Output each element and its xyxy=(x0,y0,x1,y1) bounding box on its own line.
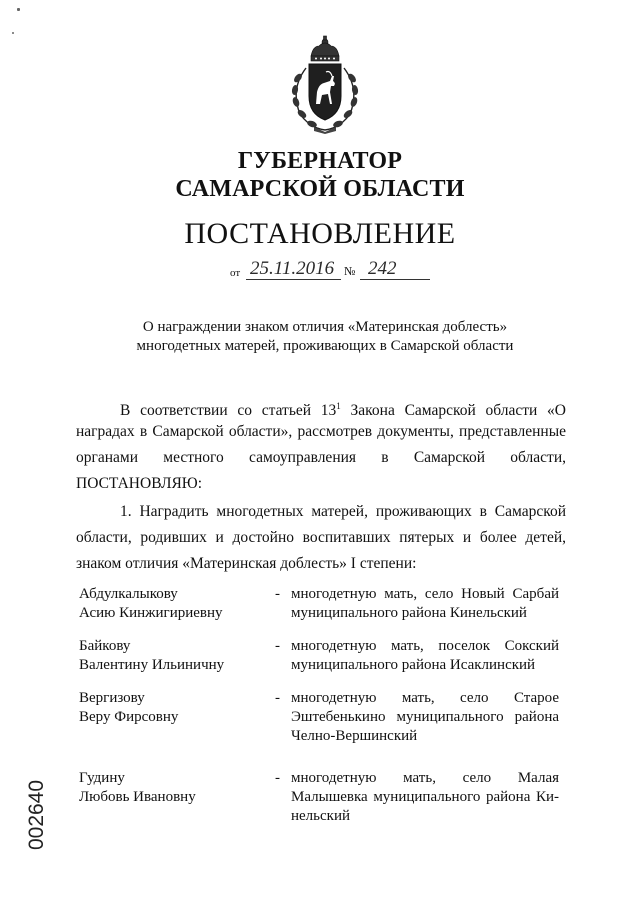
scan-speck xyxy=(17,8,20,11)
subject-line: О награждении знаком отличия «Материнская доблесть» xyxy=(142,319,508,335)
date-prefix: от xyxy=(230,267,241,279)
preamble-paragraph xyxy=(76,393,566,497)
awardee-name: Гудину Любовь Ивановну xyxy=(79,770,196,805)
coat-of-arms-icon xyxy=(286,34,364,134)
decree-word: ПОСТАНОВЛЯЮ: xyxy=(76,475,203,492)
clause-line: области, родивших и достойно воспитавших пятерых и более детей, xyxy=(76,529,566,546)
awardee-description: многодетную мать, село Старое Эштебенькино муниципального района Челно-Вершинский xyxy=(291,690,559,744)
entry-dash: - xyxy=(275,586,280,602)
awardee-name: Вергизову Веру Фирсовну xyxy=(79,690,179,725)
entry-dash: - xyxy=(275,770,280,786)
authority-region: САМАРСКОЙ ОБЛАСТИ xyxy=(175,176,465,202)
awardee-name: Байкову Валентину Ильиничну xyxy=(79,638,225,673)
date-value: 25.11.2016 xyxy=(250,258,335,279)
authority-title: ГУБЕРНАТОР xyxy=(237,148,403,174)
awardee-name: Абдулкалыкову Асию Кинжигириевну xyxy=(79,586,223,621)
preamble-line: наградах в Самарской области», рассмотрев документы, представленные xyxy=(76,423,566,440)
awardee-description: многодетную мать, село Новый Сарбай муниципального района Кинельский xyxy=(291,586,559,621)
date-number-line xyxy=(220,258,450,282)
document-type: ПОСТАНОВЛЕНИЕ xyxy=(184,217,456,250)
preamble-line: В соответствии со статьей $13^1$ Закона Самарской области «О xyxy=(120,401,566,419)
registration-number-stamp: 002640 xyxy=(25,779,48,851)
subject-line: многодетных матерей, проживающих в Самарской области xyxy=(136,338,514,354)
entry-dash: - xyxy=(275,638,280,654)
document-subject xyxy=(0,318,640,356)
entry-dash: - xyxy=(275,690,280,706)
clause-1 xyxy=(76,499,566,577)
scan-speck xyxy=(12,32,14,34)
awardee-description: многодетную мать, поселок Сокский муниципального района Исаклинский xyxy=(291,638,559,673)
awardee-description: многодетную мать, село Малая Малышевка муниципального района Ки- нельский xyxy=(291,770,559,824)
preamble-line: органами местного самоуправления в Самарской области, xyxy=(76,449,566,466)
number-value: 242 xyxy=(368,258,397,279)
number-prefix: № xyxy=(344,264,356,278)
clause-line: знаком отличия «Материнская доблесть» I степени: xyxy=(76,555,417,572)
clause-line: 1. Наградить многодетных матерей, проживающих в Самарской xyxy=(120,503,566,520)
